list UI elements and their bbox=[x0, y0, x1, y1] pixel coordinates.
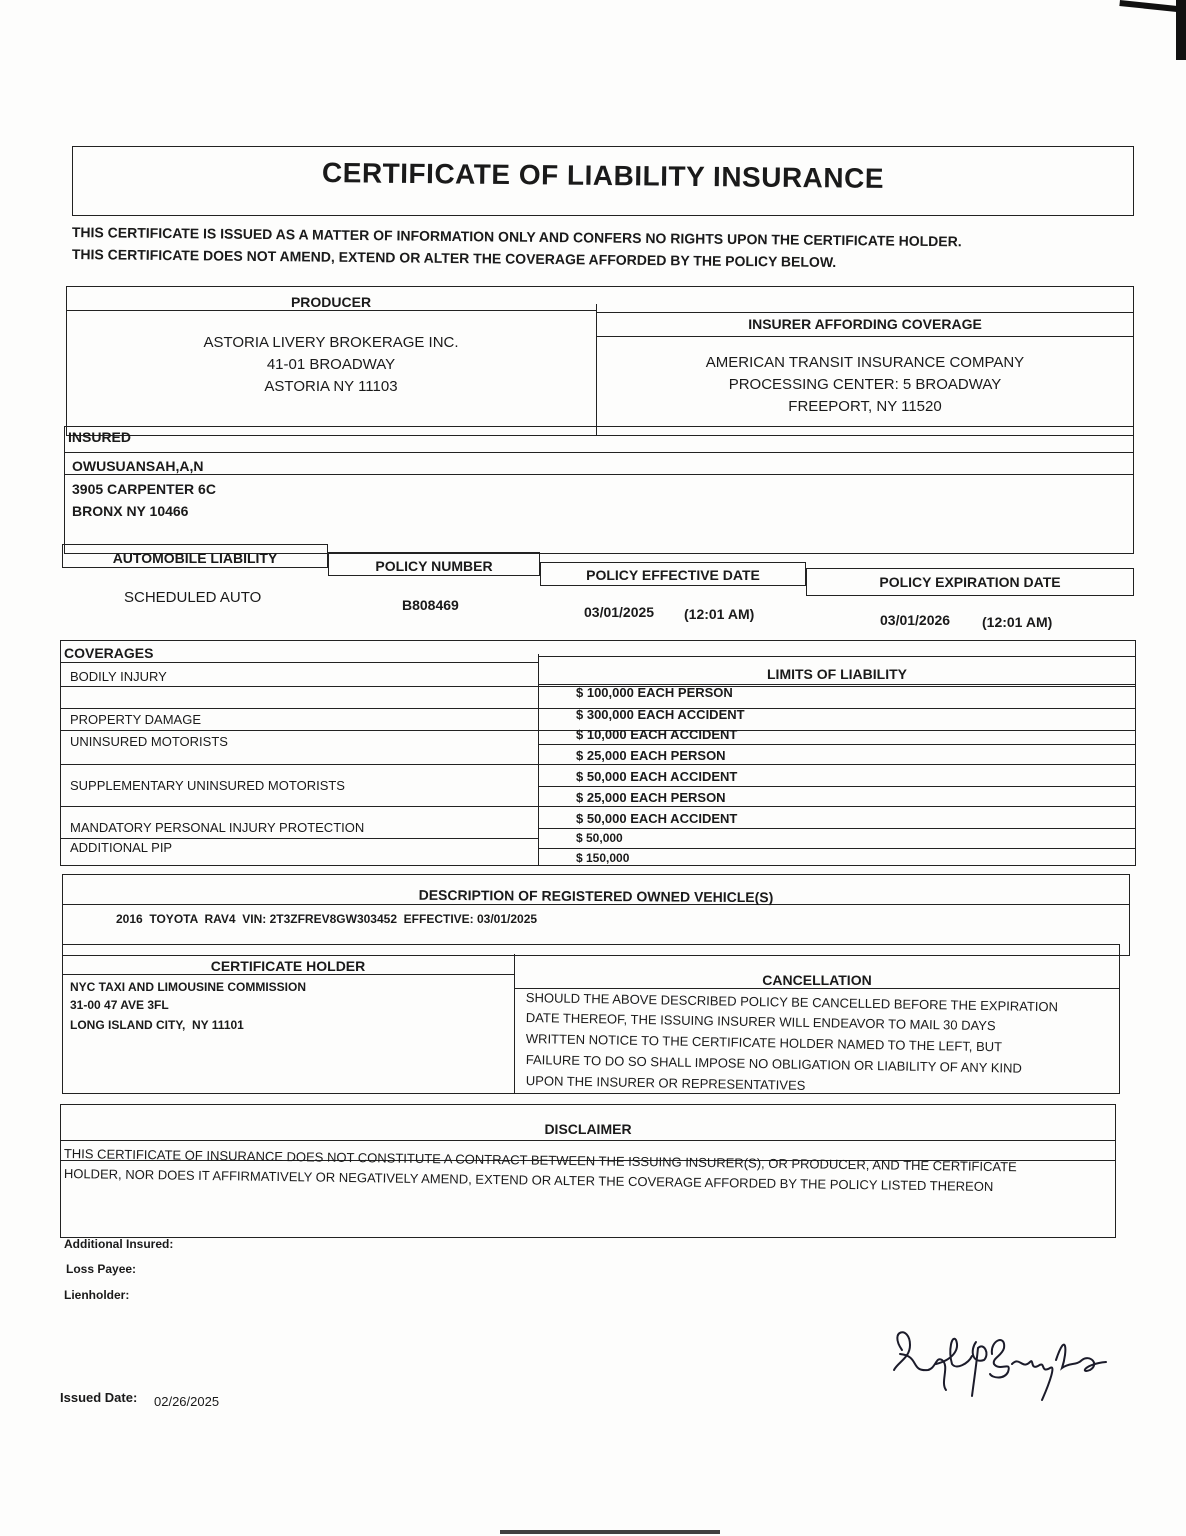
limit-value: $ 50,000 EACH ACCIDENT bbox=[576, 769, 738, 784]
limit-value: $ 50,000 bbox=[576, 831, 623, 845]
policy-expiration-time: (12:01 AM) bbox=[982, 614, 1053, 630]
insured-header-line bbox=[64, 452, 1134, 453]
disclaimer-line-2: HOLDER, NOR DOES IT AFFIRMATIVELY OR NEGATIVELY AMEND, EXTEND OR ALTER THE COVERAGE AFFORDED BY THE POLICY LISTED THEREON bbox=[63, 1166, 994, 1194]
issued-date-label: Issued Date: bbox=[60, 1390, 138, 1405]
limit-value: $ 25,000 EACH PERSON bbox=[576, 748, 726, 763]
holder-address-1: 31-00 47 AVE 3FL bbox=[70, 998, 169, 1012]
holder-heading: CERTIFICATE HOLDER bbox=[210, 958, 366, 974]
page-title: CERTIFICATE OF LIABILITY INSURANCE bbox=[321, 157, 885, 194]
disclaimer-heading: DISCLAIMER bbox=[544, 1121, 632, 1137]
scan-edge-bottom bbox=[500, 1530, 720, 1534]
limit-value: $ 150,000 bbox=[576, 851, 630, 865]
cancellation-line: SHOULD THE ABOVE DESCRIBED POLICY BE CANCELLED BEFORE THE EXPIRATION bbox=[525, 990, 1059, 1015]
vehicle-description: 2016 TOYOTA RAV4 VIN: 2T3ZFREV8GW303452 EFFECTIVE: 03/01/2025 bbox=[116, 912, 538, 926]
cancellation-line: UPON THE INSURER OR REPRESENTATIVES bbox=[525, 1073, 806, 1093]
policy-number: B808469 bbox=[402, 597, 459, 613]
insurer-top-line bbox=[596, 312, 1134, 313]
signature bbox=[880, 1320, 1120, 1410]
insured-address-2: BRONX NY 10466 bbox=[72, 503, 189, 519]
cancellation-line: WRITTEN NOTICE TO THE CERTIFICATE HOLDER NAMED TO THE LEFT, BUT bbox=[525, 1031, 1003, 1055]
limit-value: $ 300,000 EACH ACCIDENT bbox=[576, 707, 745, 722]
policy-expiration-date: 03/01/2026 bbox=[880, 612, 951, 628]
limit-value: $ 100,000 EACH PERSON bbox=[576, 685, 733, 700]
scan-edge-right bbox=[1176, 0, 1186, 60]
insurer-address-2: FREEPORT, NY 11520 bbox=[788, 398, 942, 415]
coverage-row-line bbox=[60, 806, 1136, 807]
policy-effective-date: 03/01/2025 bbox=[584, 604, 655, 620]
disclaimer-header-line bbox=[60, 1140, 1116, 1141]
holder-address-2: LONG ISLAND CITY, NY 11101 bbox=[70, 1018, 244, 1032]
policy-type-heading: AUTOMOBILE LIABILITY bbox=[112, 550, 278, 566]
policy-type: SCHEDULED AUTO bbox=[124, 589, 262, 606]
producer-heading: PRODUCER bbox=[290, 294, 372, 310]
coverage-row-line bbox=[60, 838, 538, 839]
insurer-address-1: PROCESSING CENTER: 5 BROADWAY bbox=[728, 376, 1002, 393]
issued-date: 02/26/2025 bbox=[154, 1394, 220, 1409]
cancel-header-line bbox=[514, 988, 1120, 989]
cancellation-line: DATE THEREOF, THE ISSUING INSURER WILL ENDEAVOR TO MAIL 30 DAYS bbox=[525, 1010, 996, 1034]
policy-effective-heading: POLICY EFFECTIVE DATE bbox=[586, 567, 760, 583]
coverage-bodily-injury: BODILY INJURY bbox=[70, 669, 167, 684]
limits-heading: LIMITS OF LIABILITY bbox=[767, 666, 907, 682]
notice-line-1: THIS CERTIFICATE IS ISSUED AS A MATTER OF INFORMATION ONLY AND CONFERS NO RIGHTS UPON THE CERTIFICATE HOLDER. bbox=[71, 224, 962, 250]
coverage-row-line bbox=[538, 786, 1136, 787]
additional-insured-label: Additional Insured: bbox=[64, 1237, 174, 1251]
limits-header-top bbox=[538, 656, 1136, 657]
coverage-uninsured-motorists: UNINSURED MOTORISTS bbox=[70, 734, 228, 749]
insured-box bbox=[64, 426, 1134, 554]
limit-value: $ 25,000 EACH PERSON bbox=[576, 790, 726, 805]
producer-address-1: 41-01 BROADWAY bbox=[266, 356, 396, 373]
insured-name: OWUSUANSAH,A,N bbox=[72, 458, 204, 474]
policy-expiration-heading: POLICY EXPIRATION DATE bbox=[879, 574, 1061, 590]
coverage-property-damage: PROPERTY DAMAGE bbox=[70, 712, 201, 727]
limit-value: $ 10,000 EACH ACCIDENT bbox=[576, 727, 738, 742]
holder-header-line bbox=[62, 974, 514, 975]
coverages-header-line bbox=[60, 662, 538, 663]
producer-name: ASTORIA LIVERY BROKERAGE INC. bbox=[203, 334, 459, 351]
producer-address-2: ASTORIA NY 11103 bbox=[264, 378, 398, 395]
coverage-row-line bbox=[60, 764, 1136, 765]
coverage-additional-pip: ADDITIONAL PIP bbox=[70, 840, 173, 855]
coverage-row-line bbox=[538, 848, 1136, 849]
cancellation-heading: CANCELLATION bbox=[762, 972, 872, 988]
insurer-heading: INSURER AFFORDING COVERAGE bbox=[748, 316, 982, 332]
coverage-supplementary: SUPPLEMENTARY UNINSURED MOTORISTS bbox=[70, 778, 345, 793]
coverages-heading: COVERAGES bbox=[64, 645, 154, 661]
insured-heading: INSURED bbox=[68, 429, 132, 445]
holder-name: NYC TAXI AND LIMOUSINE COMMISSION bbox=[70, 980, 307, 994]
disclaimer-line-1: THIS CERTIFICATE OF INSURANCE DOES NOT CONSTITUTE A CONTRACT BETWEEN THE ISSUING INSURER(S), OR PRODUCER, AND THE CERTIFICATE bbox=[63, 1146, 1017, 1175]
cancellation-line: FAILURE TO DO SO SHALL IMPOSE NO OBLIGATION OR LIABILITY OF ANY KIND bbox=[525, 1052, 1023, 1076]
policy-effective-time: (12:01 AM) bbox=[684, 606, 755, 622]
insurer-name: AMERICAN TRANSIT INSURANCE COMPANY bbox=[705, 354, 1025, 371]
insured-address-1: 3905 CARPENTER 6C bbox=[72, 481, 216, 497]
insured-inner-line bbox=[64, 474, 1134, 475]
vehicle-heading: DESCRIPTION OF REGISTERED OWNED VEHICLE(S) bbox=[418, 886, 774, 906]
coverage-row-line bbox=[538, 828, 1136, 829]
producer-header-line bbox=[66, 310, 596, 311]
loss-payee-label: Loss Payee: bbox=[66, 1262, 137, 1276]
limit-value: $ 50,000 EACH ACCIDENT bbox=[576, 811, 738, 826]
coverage-pip: MANDATORY PERSONAL INJURY PROTECTION bbox=[70, 820, 365, 835]
lienholder-label: Lienholder: bbox=[64, 1288, 130, 1302]
policy-number-heading: POLICY NUMBER bbox=[375, 558, 493, 574]
insurer-header-line bbox=[596, 336, 1134, 337]
notice-line-2: THIS CERTIFICATE DOES NOT AMEND, EXTEND OR ALTER THE COVERAGE AFFORDED BY THE POLICY BELOW. bbox=[71, 246, 837, 271]
coverage-row-line bbox=[538, 744, 1136, 745]
